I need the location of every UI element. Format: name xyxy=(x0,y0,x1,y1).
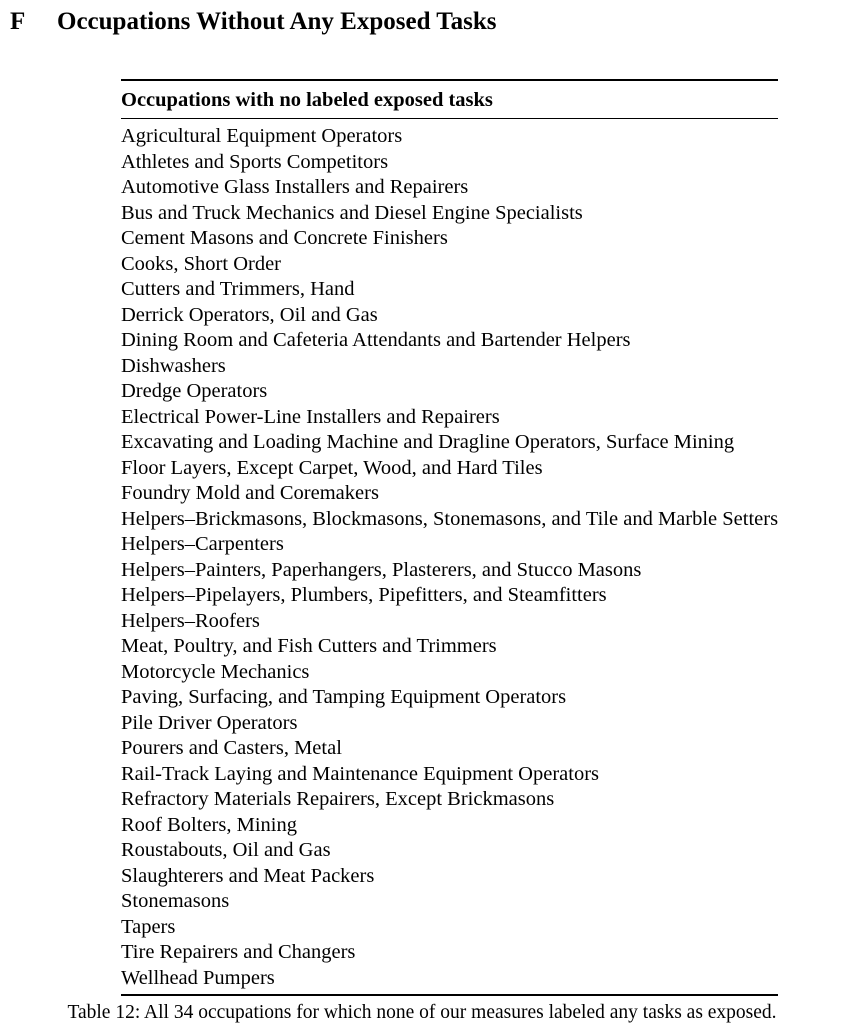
table-row: Pourers and Casters, Metal xyxy=(121,737,342,759)
table-row: Helpers–Carpenters xyxy=(121,533,284,555)
table-row: Athletes and Sports Competitors xyxy=(121,150,389,173)
table-row: Automotive Glass Installers and Repairers xyxy=(121,176,469,198)
table-row: Cutters and Trimmers, Hand xyxy=(121,278,355,300)
table-row: Helpers–Painters, Paperhangers, Plasterers, and Stucco Masons xyxy=(121,558,642,581)
table-row: Foundry Mold and Coremakers xyxy=(121,482,379,504)
section-heading xyxy=(10,5,497,38)
table-row: Dishwashers xyxy=(121,354,226,377)
table-row: Helpers–Brickmasons, Blockmasons, Stonemasons, and Tile and Marble Setters xyxy=(121,507,779,530)
section-label: F xyxy=(10,8,26,35)
table-row: Wellhead Pumpers xyxy=(121,966,275,989)
table-row: Bus and Truck Mechanics and Diesel Engine Specialists xyxy=(121,201,583,224)
table-row: Roof Bolters, Mining xyxy=(121,813,297,836)
table-row: Cooks, Short Order xyxy=(121,252,282,275)
table-row: Derrick Operators, Oil and Gas xyxy=(121,303,378,326)
table-header: Occupations with no labeled exposed tasks xyxy=(121,81,778,119)
table-row: Roustabouts, Oil and Gas xyxy=(121,839,331,861)
table-row: Tire Repairers and Changers xyxy=(121,941,356,963)
table-row: Tapers xyxy=(121,915,176,938)
table-row: Electrical Power-Line Installers and Repairers xyxy=(121,405,500,428)
table-row: Motorcycle Mechanics xyxy=(121,660,310,683)
table-row: Cement Masons and Concrete Finishers xyxy=(121,227,448,249)
occupations-table xyxy=(121,79,778,996)
table-row: Rail-Track Laying and Maintenance Equipment Operators xyxy=(121,762,600,785)
table-row: Refractory Materials Repairers, Except Brickmasons xyxy=(121,788,555,810)
table-row: Helpers–Roofers xyxy=(121,609,260,632)
table-caption: Table 12: All 34 occupations for which none of our measures labeled any tasks as exposed. xyxy=(67,1002,777,1023)
table-row: Dredge Operators xyxy=(121,380,268,402)
table-row: Stonemasons xyxy=(121,890,230,912)
table-row: Agricultural Equipment Operators xyxy=(121,125,403,147)
table-row: Paving, Surfacing, and Tamping Equipment Operators xyxy=(121,686,567,708)
table-row: Pile Driver Operators xyxy=(121,711,298,734)
table-row: Dining Room and Cafeteria Attendants and Bartender Helpers xyxy=(121,329,631,351)
table-row: Excavating and Loading Machine and Dragline Operators, Surface Mining xyxy=(121,431,735,453)
table-row: Helpers–Pipelayers, Plumbers, Pipefitters, and Steamfitters xyxy=(121,584,607,606)
table-row: Meat, Poultry, and Fish Cutters and Trimmers xyxy=(121,635,497,657)
occupation-list xyxy=(121,119,778,994)
section-title: Occupations Without Any Exposed Tasks xyxy=(57,8,497,35)
table-row: Slaughterers and Meat Packers xyxy=(121,864,375,887)
table-row: Floor Layers, Except Carpet, Wood, and Hard Tiles xyxy=(121,456,543,479)
